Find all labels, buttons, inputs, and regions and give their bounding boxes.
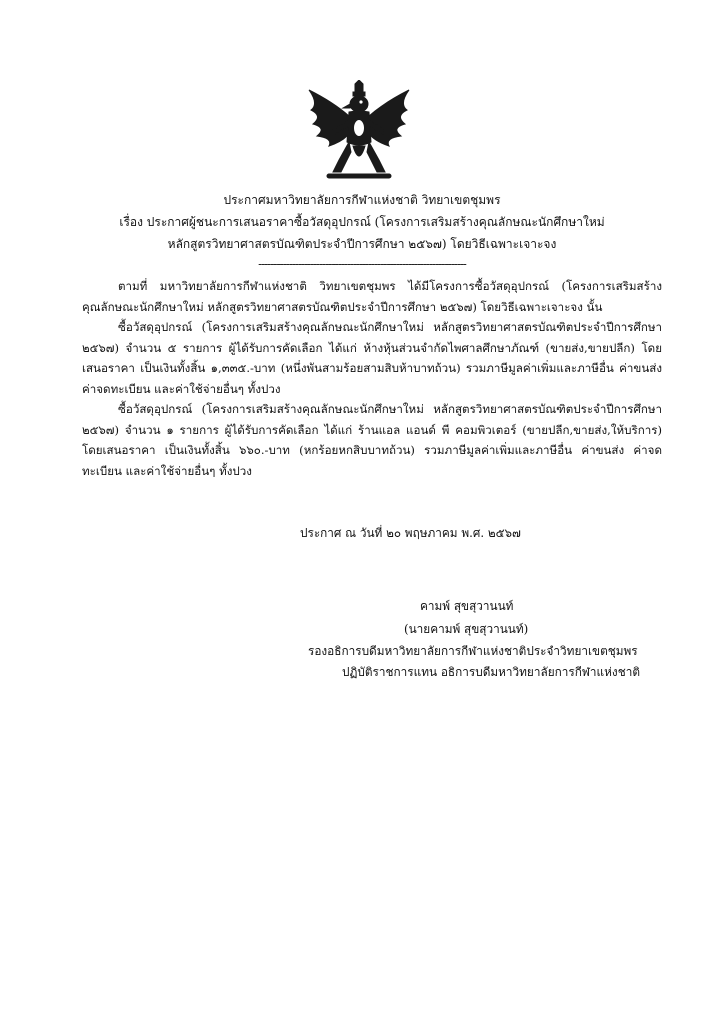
subject-line-2: หลักสูตรวิทยาศาสตรบัณฑิตประจำปีการศึกษา ๒๕๖๗) โดยวิธีเฉพาะเจาะจง xyxy=(167,237,557,251)
signer-acting-position: ปฏิบัติราชการแทน อธิการบดีมหาวิทยาลัยการกีฬาแห่งชาติ xyxy=(342,665,640,679)
body-paragraph-1: ตามที่ มหาวิทยาลัยการกีฬาแห่งชาติ วิทยาเขตชุมพร ได้มีโครงการซื้อวัสดุอุปกรณ์ (โครงการเสริมสร้างคุณลักษณะนักศึกษาใหม่ หลักสูตรวิทยาศาสตรบัณฑิตประจำปีการศึกษา ๒๕๖๗) โดยวิธีเฉพาะเจาะจง นั้น xyxy=(82,279,662,314)
signed-name: คามพ์ สุขสุวานนท์ xyxy=(420,599,514,613)
body-paragraph-3: ซื้อวัสดุอุปกรณ์ (โครงการเสริมสร้างคุณลักษณะนักศึกษาใหม่ หลักสูตรวิทยาศาสตรบัณฑิตประจำปีการศึกษา ๒๕๖๗) จำนวน ๑ รายการ ผู้ได้รับการคัดเลือก ได้แก่ ร้านแอล แอนด์ พี คอมพิวเตอร์ (ขายปลีก,ขายส่ง,ให้บริการ) โดยเสนอราคา เป็นเงินทั้งสิ้น ๖๖๐.-บาท (หกร้อยหกสิบบาทถ้วน) รวมภาษีมูลค่าเพิ่มและภาษีอื่น ค่าขนส่ง ค่าจดทะเบียน และค่าใช้จ่ายอื่นๆ ทั้งปวง xyxy=(82,402,662,478)
header-divider: -------------------------------------------------------------------- xyxy=(258,257,466,271)
garuda-emblem-icon xyxy=(303,80,415,182)
announce-date: ประกาศ ณ วันที่ ๒๐ พฤษภาคม พ.ศ. ๒๕๖๗ xyxy=(300,526,521,540)
signer-full-name: (นายคามพ์ สุขสุวานนท์) xyxy=(404,622,529,636)
announcement-title: ประกาศมหาวิทยาลัยการกีฬาแห่งชาติ วิทยาเขตชุมพร xyxy=(223,193,501,207)
announcement-body xyxy=(82,276,662,481)
subject-line-1: เรื่อง ประกาศผู้ชนะการเสนอราคาซื้อวัสดุอุปกรณ์ (โครงการเสริมสร้างคุณลักษณะนักศึกษาใหม่ xyxy=(119,215,605,229)
signer-position: รองอธิการบดีมหาวิทยาลัยการกีฬาแห่งชาติประจำวิทยาเขตชุมพร xyxy=(308,644,638,658)
body-paragraph-2: ซื้อวัสดุอุปกรณ์ (โครงการเสริมสร้างคุณลักษณะนักศึกษาใหม่ หลักสูตรวิทยาศาสตรบัณฑิตประจำปีการศึกษา ๒๕๖๗) จำนวน ๕ รายการ ผู้ได้รับการคัดเลือก ได้แก่ ห้างหุ้นส่วนจำกัดไพศาลศึกษาภัณฑ์ (ขายส่ง,ขายปลีก) โดยเสนอราคา เป็นเงินทั้งสิ้น ๑,๓๓๕.-บาท (หนึ่งพันสามร้อยสามสิบห้าบาทถ้วน) รวมภาษีมูลค่าเพิ่มและภาษีอื่น ค่าขนส่ง ค่าจดทะเบียน และค่าใช้จ่ายอื่นๆ ทั้งปวง xyxy=(82,320,662,396)
